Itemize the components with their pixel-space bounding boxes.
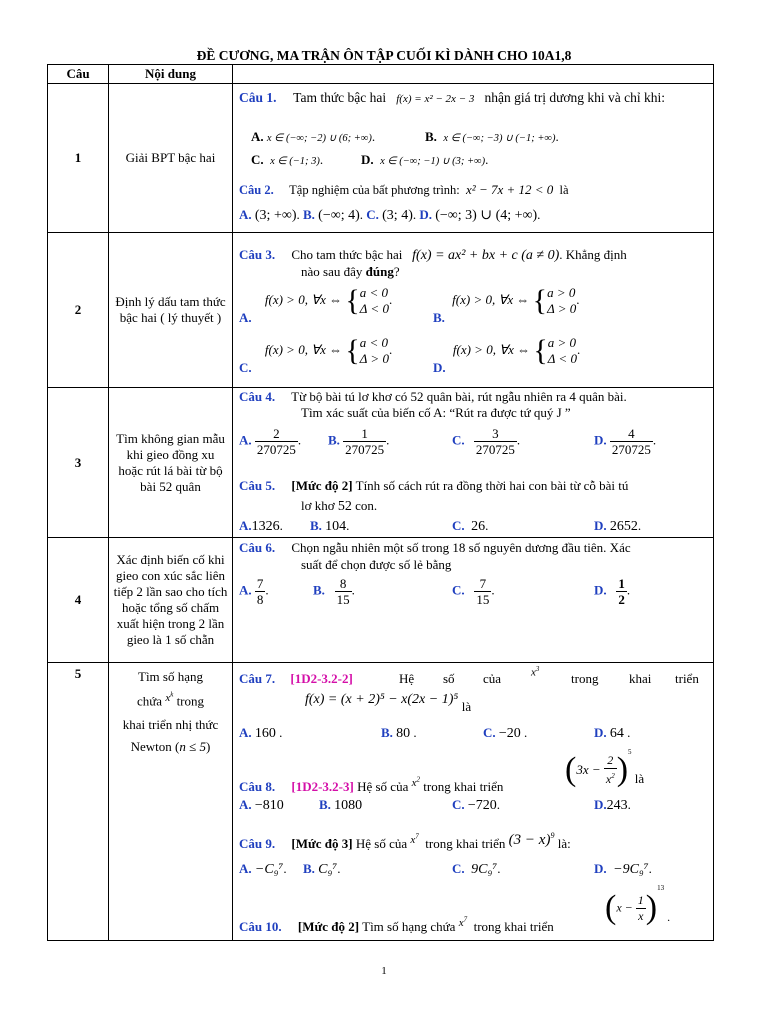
question-1: Câu 1. Tam thức bậc hai f(x) = x² − 2x − 3 nhận giá trị dương khi và chỉ khi:: [239, 90, 666, 105]
q8-option-a[interactable]: A. −810: [239, 797, 284, 813]
row-number: 2: [48, 233, 109, 388]
row-topic: Tìm không gian mẫu khi gieo đồng xu hoặc rút lá bài từ bộ bài 52 quân: [109, 388, 233, 538]
header-cau: Câu: [48, 65, 109, 84]
row-topic: Xác định biến cố khi gieo con xúc sắc liên tiếp 2 lần sao cho tích hoặc tổng số chấm xuất hiện trong 2 lần gieo là 1 số chẵn: [109, 538, 233, 663]
question-4: Câu 4. Từ bộ bài tú lơ khơ có 52 quân bài, rút ngẫu nhiên ra 4 quân bài. Tìm xác suất của biến cố A: “Rút ra được tứ quý J ”: [239, 389, 627, 420]
q7-option-b[interactable]: B. 80 .: [381, 725, 417, 741]
q7-option-a[interactable]: A. 160 .: [239, 725, 283, 741]
row-content: [233, 233, 714, 388]
q6-option-c[interactable]: C. $\frac{7}{15}$ .: [452, 576, 495, 607]
question-10: Câu 10. [Mức độ 2] Tìm số hạng chứa $^{x^7}$ trong khai triển: [239, 915, 554, 934]
q4-option-b[interactable]: B. $\frac{1}{270725}$ .: [328, 426, 390, 457]
q9-option-b[interactable]: B. C₉⁷.: [303, 861, 341, 877]
q5-option-c[interactable]: C. 26.: [452, 518, 489, 534]
table-row: [48, 538, 714, 663]
question-6: Câu 6. Chọn ngẫu nhiên một số trong 18 số nguyên dương đầu tiên. Xác suất để chọn được số lẻ bằng: [239, 540, 631, 572]
q3-option-b[interactable]: B. f(x) > 0, ∀x ⇔ { a > 0 Δ > 0 .: [433, 284, 580, 325]
table-row: [48, 388, 714, 538]
q4-option-a[interactable]: A. $\frac{2}{270725}$ .: [239, 426, 302, 457]
row-content: [233, 388, 714, 538]
q2-option-b-label[interactable]: B.: [302, 207, 315, 222]
q6-option-d[interactable]: D. $\frac{1}{2}$ .: [594, 576, 631, 607]
page-number: 1: [381, 965, 387, 977]
question-3: Câu 3. Cho tam thức bậc hai f(x) = ax² + bx + c (a ≠ 0). Khẳng định nào sau đây đúng?: [239, 247, 627, 279]
q9-option-c[interactable]: C. 9C₉⁷.: [452, 861, 501, 877]
row-number: 1: [48, 84, 109, 233]
q2-option-a-label[interactable]: A.: [239, 207, 252, 222]
question-5: Câu 5. [Mức độ 2] Tính số cách rút ra đồng thời hai con bài từ cỗ bài tú lơ khơ 52 con.: [239, 478, 629, 514]
row-number: 3: [48, 388, 109, 538]
row-topic: Tìm số hạng chứa $^{x^k}$ trong khai triển nhị thức Newton (n ≤ 5): [109, 663, 233, 941]
question-9: Câu 9. [Mức độ 3] Hệ số của $^{x^7}$ trong khai triển $(3 - x)^9$ là:: [239, 831, 571, 851]
row-topic: Giải BPT bậc hai: [109, 84, 233, 233]
row-number: 5: [48, 663, 109, 941]
row-content: [233, 663, 714, 941]
table-row: [48, 233, 714, 388]
question-8: Câu 8. [1D2-3.2-3] Hệ số của $^{x^2}$ trong khai triển: [239, 775, 504, 794]
q1-option-a[interactable]: A. x ∈ (−∞; −2) ∪ (6; +∞).: [251, 129, 376, 144]
header-noi-dung: Nội dung: [109, 65, 233, 84]
q7-expression: f(x) = (x + 2)⁵ − x(2x − 1)⁵ là: [305, 692, 472, 714]
q10-expression: (x − $\frac{1}{x}$ )$^{13}$ .: [605, 883, 671, 926]
table-row: [48, 663, 714, 941]
q2-option-c-label[interactable]: C.: [366, 207, 379, 222]
q7-option-c[interactable]: C. −20 .: [483, 725, 528, 741]
q5-option-d[interactable]: D. 2652.: [594, 518, 642, 534]
row-content: [233, 538, 714, 663]
q9-option-a[interactable]: A. −C₉⁷.: [239, 861, 287, 877]
q1-option-c[interactable]: C. x ∈ (−1; 3).: [251, 152, 324, 167]
question-7: Câu 7. [1D2-3.2-2] Hệ số của $x^3$ trong khai triển: [239, 665, 699, 686]
header-row: [48, 65, 714, 84]
q8-option-b[interactable]: B. 1080: [319, 797, 363, 813]
q9-option-d[interactable]: D. −9C₉⁷.: [594, 861, 652, 877]
question-2: Câu 2. Tập nghiệm của bất phương trình: x² − 7x + 12 < 0 là: [239, 182, 569, 197]
q5-option-a[interactable]: A.1326.: [239, 518, 283, 534]
q5-option-b[interactable]: B. 104.: [310, 518, 350, 534]
q3-option-a[interactable]: A. f(x) > 0, ∀x ⇔ { a < 0 Δ < 0 .: [239, 284, 393, 325]
q8-expression: (3x − $\frac{2}{x^2}$ )$^5$ là: [565, 747, 645, 788]
q6-option-b[interactable]: B. $\frac{8}{15}$ .: [313, 576, 355, 607]
q2-options: A. (3; +∞). B. (−∞; 4). C. (3; 4). D. (−∞; 3) ∪ (4; +∞).: [239, 207, 541, 223]
q1-option-d[interactable]: D. x ∈ (−∞; −1) ∪ (3; +∞).: [361, 152, 489, 167]
q4-option-c[interactable]: C. $\frac{3}{270725}$ .: [452, 426, 521, 457]
row-topic: Định lý dấu tam thức bậc hai ( lý thuyết ): [109, 233, 233, 388]
q6-option-a[interactable]: A. $\frac{7}{8}$ .: [239, 576, 269, 607]
q7-option-d[interactable]: D. 64 .: [594, 725, 631, 741]
outline-table: [47, 64, 714, 941]
q3-option-c[interactable]: C. f(x) > 0, ∀x ⇔ { a < 0 Δ > 0 .: [239, 334, 393, 375]
q2-option-d-label[interactable]: D.: [419, 207, 432, 222]
row-number: 4: [48, 538, 109, 663]
q8-option-d[interactable]: D.243.: [594, 797, 631, 813]
document-title: ĐỀ CƯƠNG, MA TRẬN ÔN TẬP CUỐI KÌ DÀNH CHO 10A1,8: [196, 48, 572, 63]
q4-option-d[interactable]: D. $\frac{4}{270725}$ .: [594, 426, 657, 457]
q1-option-b[interactable]: B. x ∈ (−∞; −3) ∪ (−1; +∞).: [425, 129, 559, 144]
q3-option-d[interactable]: D. f(x) > 0, ∀x ⇔ { a > 0 Δ < 0 .: [433, 334, 581, 375]
q8-option-c[interactable]: C. −720.: [452, 797, 501, 813]
row-content: [233, 84, 714, 233]
table-row: [48, 84, 714, 233]
